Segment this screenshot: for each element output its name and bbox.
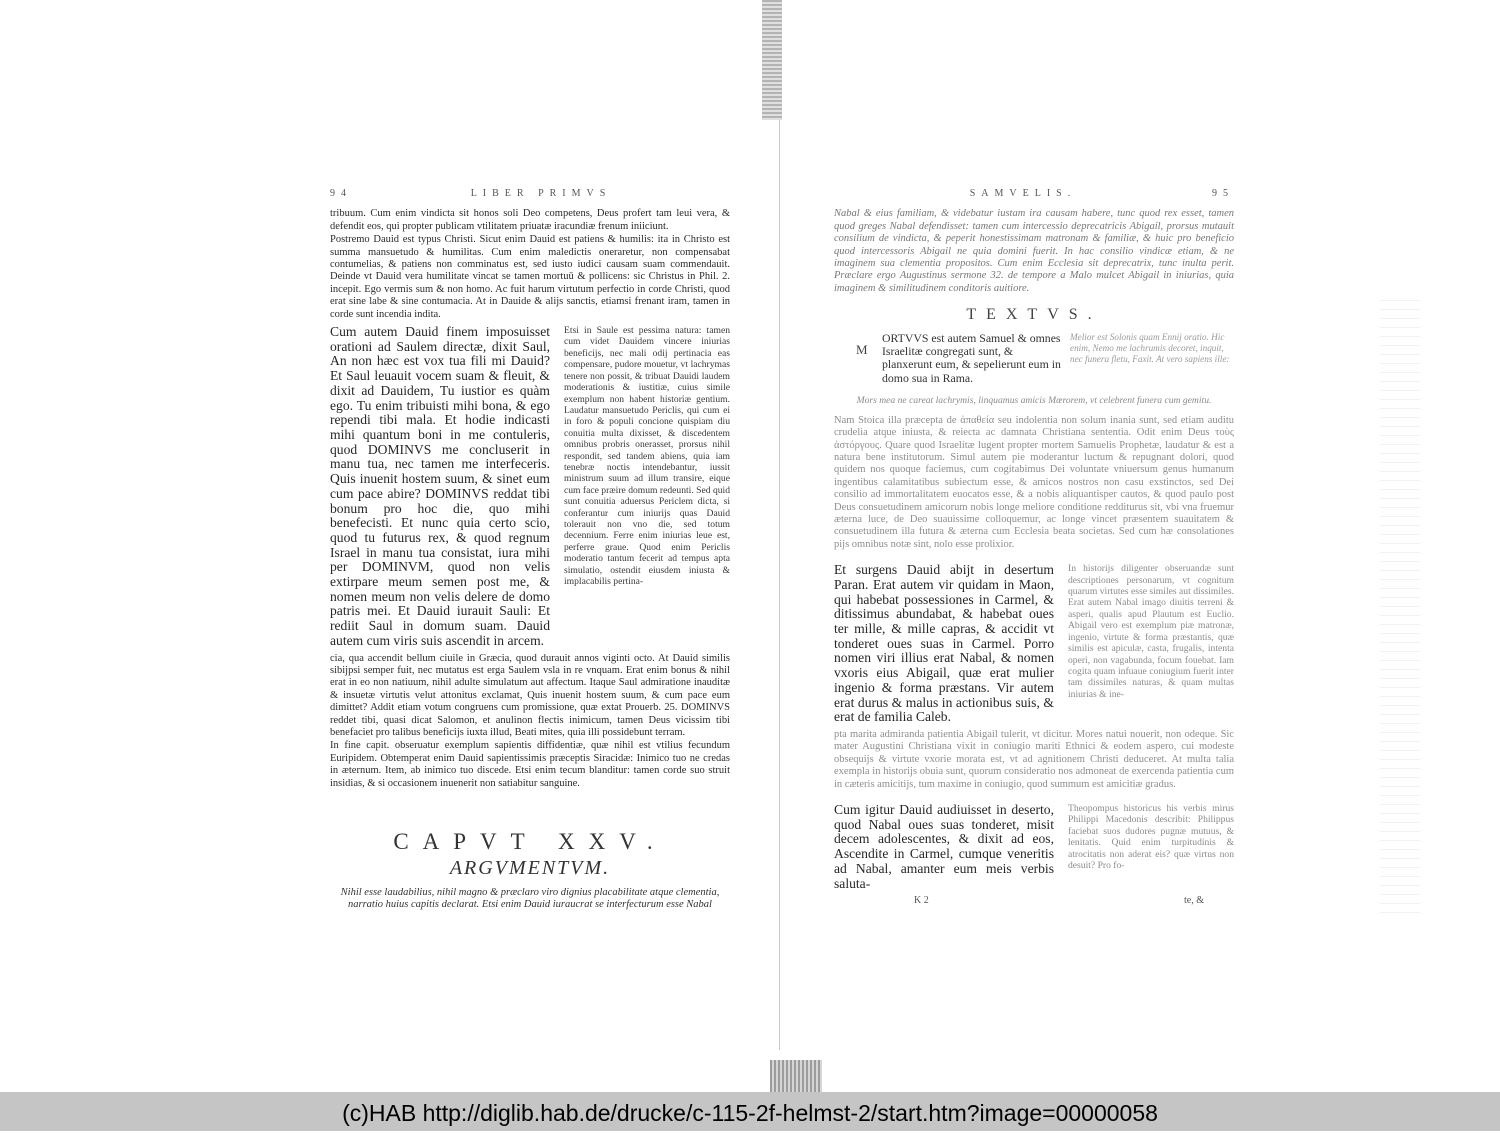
right-page-number: 95: [1211, 188, 1234, 199]
textus-side-note: Melior est Solonis quam Ennij oratio. Hic enim, Nemo me lachrumis decoret, inquit, nec funera fletu, Faxit. At vero sapiens ille:: [1070, 331, 1230, 364]
right-page: [834, 188, 1234, 908]
argument-heading: ARGVMENTVM.: [449, 857, 611, 880]
gutter-line: [779, 120, 780, 1050]
textus-main: ORTVVS est autem Samuel & omnes Israelitæ congregati sunt, & planxerunt eum, & sepelierunt eum in domo sua in Rama.: [882, 330, 1061, 385]
right-two-columns: [834, 563, 1234, 725]
right-after-paragraph: pta marita admiranda patientia Abigail tulerit, vt dicitur. Mores natui nouerit, non odeque. Sic mater Augustini Christiana vixit in coniugio mariti Ethnici & eodem aspero, cui modeste obsequijs & virtute vxorie morata est, vt ad agnitionem Christi deduceret. At multa talia exempla in historijs obuia sunt, quorum consideratio nos admoneat de exercenda patientia cum in cæteris amicitijs, tum maxime in coniugio, quod summum est amicitiæ gradus.: [834, 728, 1234, 790]
textus-heading: TEXTVS.: [966, 306, 1102, 324]
signature-line: [834, 895, 1234, 907]
left-main-column: Cum autem Dauid finem imposuisset orationi ad Saulem directæ, dixit Saul, An non hæc est vox tua fili mi Dauid? Et Saul leuauit vocem suam & fleuit, & dixit ad Dauidem, Tu iustior es quàm ego. Tu enim tribuisti mihi bona, & ego rependi tibi mala. Et hodie indicasti mihi quantum boni in me contuleris, quod DOMINVS me concluserit in manu tua, nec tamen me interfeceris. Quis inuenit hostem suum, & sinet eum cum pace abire? DOMINVS reddat tibi bonum pro hoc die, quo mihi benefecisti. Et nunc quia certo scio, quod tu futurus rex, & quod regnum Israel in manu tua consistat, iura mihi per DOMINVM, quod non velis extirpare meum semen post me, & nomen meum non velis delere de domo patris mei. Et Dauid iurauit Sauli: Et rediit Saul in domum suam. Dauid autem cum viris suis ascendit in arcem.: [330, 324, 550, 648]
page-edge-noise: [1380, 300, 1420, 920]
gutter-shadow-top: [762, 0, 782, 120]
left-top-paragraph-2: Postremo Dauid est typus Christi. Sicut enim Dauid est patiens & humilis: ita in Christo est summa mansuetudo & humilitas. Cum enim maledictis oneraretur, non compensabat contumelias, & patiens non comminatus est, sed iusto iudici causam suam commendauit. Deinde vt Dauid vera humilitate vincat se tamen mortuū & pollicens: sic Christus in Phil. 2. incepit. Ego vermis sum & non homo. Ac fuit harum virtutum perfectio in corde Christi, quod erat sine labe & sine contumacia. At in Dauide & alijs sanctis, etiamsi frenant iram, tamen in corde sunt incendia indita.: [330, 234, 730, 320]
left-top-paragraph-1: tribuum. Cum enim vindicta sit honos soli Deo competens, Deus profert tam leui vera, & defendit eos, qui propter publicam vtilitatem priuatæ iracundiæ frenum iniiciunt.: [330, 208, 730, 232]
verse-quote: Mors mea ne careat lachrymis, linquamus amicis Mœrorem, vt celebrent funera cum gemitu.: [856, 395, 1212, 407]
left-running-title: LIBER PRIMVS: [470, 188, 612, 199]
left-page-number: 94: [330, 188, 352, 199]
left-after-paragraph: cia, qua accendit bellum ciuile in Græcia, quod durauit annos viginti octo. At Dauid similis sibijpsi semper fuit, nec mutatus est erga Saulem vsla in re vnquam. Erat enim bonus & nihil erat in eo non natiuum, nihil adulte simulatum aut affectum. Itaque Saul admiratione inauditæ & insuetæ virtutis velut attonitus exclamat, Quis inuenit hostem suum, & cum pace eum dimittet? Addit etiam votum congruens cum promissione, quæ extat Prouerb. 25. DOMINVS reddet tibi, quasi dicat Salomon, et anulinon flectis inimicum, tamen Deus vicissim tibi benefaciet pro talibus beneficijs iuxta illud, Beati mites, quia illi possidebunt terram.: [330, 652, 730, 738]
right-running-head: [834, 188, 1234, 200]
right-main-column: Et surgens Dauid abijt in desertum Paran. Erat autem vir quidam in Maon, qui habebat possessiones in Carmel, & ditissimus abundabat, & habebat oues ter mille, & mille capras, & accidit vt tonderet oues suas in Carmel. Porro nomen viri illius erat Nabal, & nomen vxoris eius Abigail, quæ erat mulier ingenio & forma præstans. Vir autem erat durus & malus in actionibus suis, & erat de familia Caleb.: [834, 562, 1054, 725]
argument-text: Nihil esse laudabilius, nihil magno & præclaro viro dignius placabilitate atque clementia, narratio huius capitis declarat. Etsi enim Dauid iuraucrat se interfecturum esse Nabal: [340, 886, 720, 911]
catchword: te, &: [1184, 895, 1204, 907]
right-main-column-2: Cum igitur Dauid audiuisset in deserto, quod Nabal oues suas tonderet, misit decem adolescentes, & dixit ad eos, Ascendite in Carmel, cumque veneritis ad Nabal, amanter eum meis verbis saluta-: [834, 802, 1054, 891]
drop-cap: M: [856, 341, 868, 357]
copyright-footer: (c)HAB http://diglib.hab.de/drucke/c-115-2f-helmst-2/start.htm?image=00000058: [0, 1092, 1500, 1131]
right-two-columns-2: [834, 803, 1234, 891]
left-side-column: Etsi in Saule est pessima natura: tamen cum videt Dauidem vincere iniurias beneficijs, nec mali odij pertinacia eas compensare, pudore mouetur, vt lachrymas tenere non possit, & tribuat Dauidi laudem moderationis & iustitiæ, cuius simile exemplum non habent historiæ gentium. Laudatur mansuetudo Periclis, qui cum ei in foro & populi concione quispiam diu conuitia multa dixisset, & discedentem omnibus probris onerasset, prorsus nihil respondit, sed tandem abiens, quia iam tenebræ noctis intendebantur, iussit ministrum suum ad illum transire, eique cum face præire domum redeunti. Sed quid sunt conuitia aduersus Periclem dicta, si conferantur cum iniurijs quas Dauid tolerauit non vno die, sed totum decennium. Ferre enim iniurias leue est, perferre graue. Quod enim Periclis moderatio tantum fecerit ad tempus apta simulatio, ostendit eiusdem iniusta & implacabilis pertina-: [564, 325, 730, 587]
right-running-title: SAMVELIS.: [969, 188, 1077, 199]
left-page: [330, 188, 730, 912]
left-running-head: [330, 188, 730, 200]
right-side-column: In historijs diligenter obseruandæ sunt descriptiones personarum, vt cognitum quarum virtutes esse similes aut dissimiles. Erat autem Nabal imago diuitis terreni & asperi, qualis apud Plautum est Euclio. Abigail vero est exemplum piæ matronæ, ingenio, virtute & forma præstantis, quæ similis est apiculæ, casta, frugalis, intenta operi, non vagabunda, focum fouebat. Iam cogita quam infuaue coniugium fuerit inter tam dissimiles naturas, & quam multas iniurias & ine-: [1068, 563, 1234, 700]
right-body-paragraph: Nam Stoica illa præcepta de ἀπαθεία seu indolentia non solum inania sunt, sed etiam auditu crudelia atque iniusta, & reiecta ac damnata Christiana sententia. Odit enim Deus τοὺς ἀστόργους. Quare quod Israelitæ lugent propter mortem Samuelis Prophetæ, laudatur & est a natura bene institutorum. Simul autem pie moderantur luctum & repugnant dolori, quod quidem nos quoque faciemus, cum cogitabimus Dei voluntate vniuersum genus humanum ingentibus calamitatibus subiectum esse, & amicos nostros non casu exstinctos, sed Dei consilio ad immortalitatem euocatos esse, & a nobis aliquantisper cautos, & quod paulo post Deus consuetudinem amicorum nobis longe meliore conditione redditurus sit, vbi vna fruemur æterna luce, de Deo suauissime colloquemur, ac longe vincet præsentem suauitatem & consuetudinem illa futura & æterna cum Ecclesia beata societas. Sed cum hæ consolationes pijs omnibus notæ sint, nolo esse prolixior.: [834, 414, 1234, 550]
textus-block: [856, 332, 1234, 386]
chapter-heading: CAPVT XXV.: [393, 829, 667, 854]
left-closing-paragraph: In fine capit. obseruatur exemplum sapientis diffidentiæ, quæ nihil est vtilius fecundum Euripidem. Obtemperat enim Dauid sapientissimis præceptis Siracidæ: Inimico tuo ne credas in æternum. Item, ab inimico tuo discede. Etsi enim tecum blanditur: tamen corde suo struit insidias, & si occasionem inuenerit non satiabitur sanguine.: [330, 740, 730, 789]
gutter-shadow-bottom: [770, 1060, 822, 1092]
left-two-columns: [330, 325, 730, 648]
right-intro-italic: Nabal & eius familiam, & videbatur iustam ira causam habere, tunc quod rex esset, tamen quod greges Nabal defendisset: tamen cum intercessio deprecatricis Abigail, prorsus mutauit consilium de vindicta, & peperit honestissimam matronam & familiæ, & huic pro beneficio quod intercessoris Abigail ne quia domini fuerit. In hac consilio vindicæ etiam, & ne imaginem sua clementia propositos. Cum enim Ecclesia sit deprecatrix, tunc inulta perit. Præclare ergo Augustinus sermone 32. de tempore a Malo mulcet Abigail in iniurias, quia imaginem & similitudinem conditoris auitiore.: [834, 208, 1234, 294]
signature-mark: K 2: [914, 895, 929, 907]
right-side-column-2: Theopompus historicus his verbis mirus Philippi Macedonis describit: Philippus faciebat suos dudores pugnæ mutuus, & lenitatis. Quid enim turpitudinis & atrocitatis non aderat eis? quæ virtus non desuit? Pro fo-: [1068, 803, 1234, 872]
